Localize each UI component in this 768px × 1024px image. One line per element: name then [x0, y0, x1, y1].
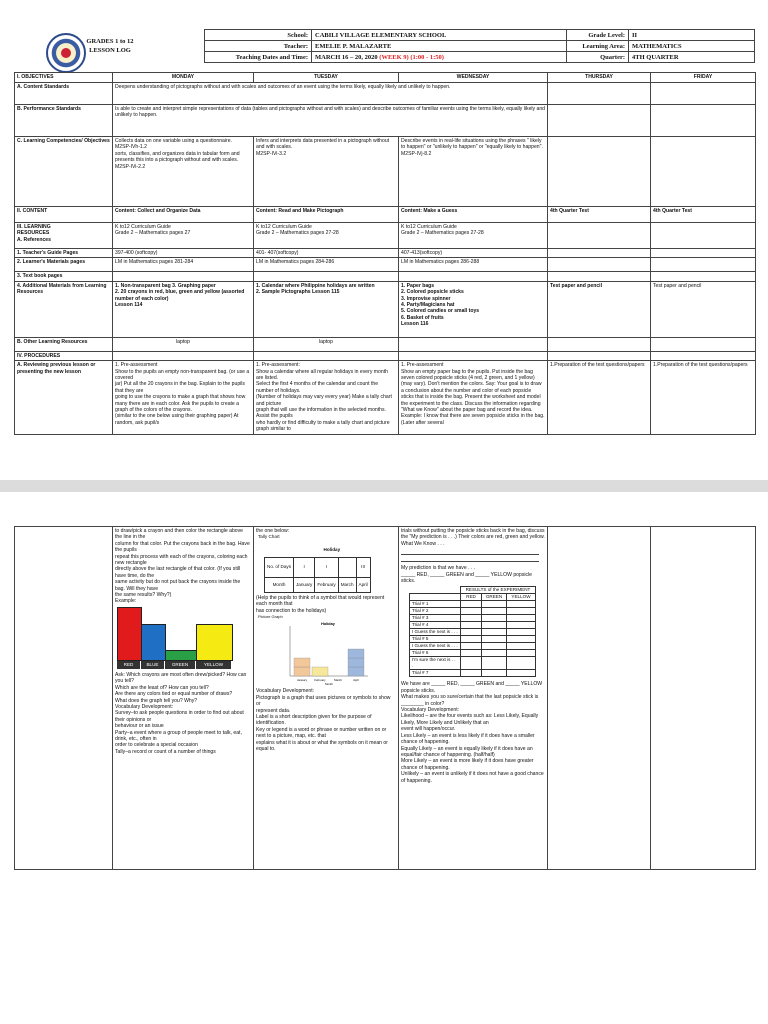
- school-value: CABILI VILLAGE ELEMENTARY SCHOOL: [312, 30, 567, 41]
- row-label-learning-resources: III. LEARNING RESOURCES A. References: [15, 223, 113, 249]
- resources-monday: K to12 Curriculum Guide Grade 2 – Mathematics pages 27: [113, 223, 254, 249]
- results-row-label: Trial # 4: [410, 622, 461, 629]
- results-row-label: Trial # 3: [410, 615, 461, 622]
- quarter-label: Quarter:: [567, 52, 629, 63]
- resources-wednesday: K to12 Curriculum Guide Grade 2 – Mathematics pages 27-28: [399, 223, 548, 249]
- other-tuesday: laptop: [254, 337, 399, 351]
- grade-level-label: Grade Level:: [567, 30, 629, 41]
- reviewing-thursday: 1.Preparation of the test questions/papers: [548, 361, 651, 434]
- results-col-red: RED: [461, 594, 482, 601]
- additional-wednesday: 1. Paper bags 2. Colored popsicle sticks 3. Improvise spinner 4. Party/Magicians hat 5. Colored candies or small toys 6. Basket of fruits Lesson 116: [399, 281, 548, 337]
- additional-monday: 1. Non-transparent bag 3. Graphing paper 2. 20 crayons in red, blue, green and yellow (assorted number of each color) Lesson 114: [113, 281, 254, 337]
- bar-label-blue: BLUE: [141, 661, 164, 669]
- content-wednesday: Content: Make a Guess: [399, 207, 548, 223]
- col-monday: MONDAY: [113, 73, 254, 83]
- tally-month-mar: March: [338, 577, 356, 592]
- results-col-yellow: YELLOW: [507, 594, 536, 601]
- continued-wednesday: [399, 527, 548, 870]
- tally-chart: [264, 543, 371, 593]
- tally-month-apr: April: [356, 577, 370, 592]
- tally-apr: III: [356, 557, 370, 577]
- learners-materials-tuesday: LM in Mathematics pages 284-286: [254, 258, 399, 272]
- tally-month-jan: January: [294, 577, 315, 592]
- results-row-label: I Guess the next is . . .: [410, 629, 461, 636]
- continued-tuesday: [254, 527, 399, 870]
- tally-jan: I: [294, 557, 315, 577]
- teachers-guide-monday: 397-400 (softcopy): [113, 249, 254, 258]
- resources-tuesday: K to12 Curriculum Guide Grade 2 – Mathematics pages 27-28: [254, 223, 399, 249]
- tally-feb: I: [315, 557, 338, 577]
- teachers-guide-wednesday: 407-413(softcopy): [399, 249, 548, 258]
- learning-area-value: MATHEMATICS: [629, 41, 755, 52]
- col-tuesday: TUESDAY: [254, 73, 399, 83]
- lesson-log-table: [14, 72, 756, 435]
- row-label-content-standards: A. Content Standards: [15, 83, 113, 105]
- content-thursday: 4th Quarter Test: [548, 207, 651, 223]
- monday-activity-text: to draw/pick a crayon and then color the rectangle above the line in the column for that color. Put the crayons back in the bag. Have the pupils repeat this process with each of the crayons, coloring each new rectangle directly above the last rectangle of that color. (If you still have time, do the same activity but do not put back the crayons inside the bag. Will they have the same results? Why?) Example:: [115, 528, 250, 605]
- bar-red: [117, 607, 142, 661]
- pg-month-apr: April: [353, 678, 359, 683]
- picture-graph-title: Picture Graph: [258, 614, 283, 620]
- pg-symbol-april: [348, 658, 364, 667]
- row-label-performance-standards: B. Performance Standards: [15, 105, 113, 137]
- row-label-textbook: 3. Text book pages: [15, 272, 113, 281]
- content-friday: 4th Quarter Test: [651, 207, 756, 223]
- tally-mar: [338, 557, 356, 577]
- results-row-label: I Guess the next is . . .: [410, 643, 461, 650]
- pg-month-jan: January: [297, 678, 307, 683]
- teacher-label: Teacher:: [205, 41, 312, 52]
- additional-tuesday: 1. Calendar where Philippine holidays are written 2. Sample Pictographs Lesson 115: [254, 281, 399, 337]
- tally-month-label: Month: [265, 577, 294, 592]
- row-label-additional-materials: 4. Additional Materials from Learning Resources: [15, 281, 113, 337]
- other-monday: laptop: [113, 337, 254, 351]
- tuesday-symbol-text: (Help the pupils to think of a symbol that would represent each month that has connection to the holidays): [256, 594, 385, 614]
- row-label-content: II. CONTENT: [15, 207, 113, 223]
- additional-thursday: Test paper and pencil: [548, 281, 651, 337]
- bar-label-yellow: YELLOW: [196, 661, 231, 669]
- crayon-bar-chart: [117, 607, 233, 669]
- competencies-tuesday: Infers and interprets data presented in a pictograph without and with scales. M2SP-IVi-3.2: [254, 137, 399, 207]
- teaching-dates-label: Teaching Dates and Time:: [205, 52, 312, 63]
- pg-symbol-april: [348, 649, 364, 658]
- reviewing-monday: 1. Pre-assessment Show to the pupils an empty non-transparent bag. (or use a covered jar) Put all the 20 crayons in the bag. Explain to the pupils that they are going to use the crayons to make a graph that shows how many there are in each color. Ask the pupils to create a graph of the colors of the crayons. (similar to the one below using their graphing paper) At random, ask pupil/s: [113, 361, 254, 434]
- bar-label-green: GREEN: [165, 661, 195, 669]
- row-label-teachers-guide: 1. Teacher's Guide Pages: [15, 249, 113, 258]
- results-title: RESULTS of the EXPERIMENT: [461, 587, 536, 594]
- grades-title: GRADES 1 to 12 LESSON LOG: [86, 38, 134, 54]
- teaching-dates-value: MARCH 16 – 20, 2020 (WEEK 9) (1:00 - 1:50): [312, 52, 567, 63]
- lesson-log-page-2: [0, 492, 768, 1024]
- reviewing-tuesday: 1. Pre-assessment: Show a calendar where all regular holidays in every month are listed. Select the first 4 months of the calendar and count the number of holidays. (Number of holidays may vary every year) Make a tally chart and picture graph that will use the information in the selected months. Assist the pupils who hardly or find difficulty to make a tally chart and picture graph similar to: [254, 361, 399, 434]
- tally-row-label: No. of Days: [265, 557, 294, 577]
- results-row-label: I'm sure the next is . . .: [410, 657, 461, 670]
- pg-symbol-april: [348, 667, 364, 676]
- bar-blue: [141, 624, 166, 661]
- results-row-label: Trial # 2: [410, 608, 461, 615]
- row-label-reviewing: A. Reviewing previous lesson or presenting the new lesson: [15, 361, 113, 434]
- bar-yellow: [196, 624, 233, 661]
- col-thursday: THURSDAY: [548, 73, 651, 83]
- picture-graph-heading: Holiday: [321, 622, 335, 627]
- teacher-value: EMELIE P. MALAZARTE: [312, 41, 567, 52]
- results-row-label: Trial # 5: [410, 636, 461, 643]
- results-experiment-table: [409, 586, 536, 677]
- tally-chart-title: Tally Chart: [258, 534, 280, 540]
- quarter-value: 4TH QUARTER: [629, 52, 755, 63]
- wednesday-prediction-text: My prediction is that we have . . . _____ RED, _____ GREEN and _____ YELLOW popsicle sticks.: [401, 565, 533, 585]
- results-row-label: Trial # 6: [410, 650, 461, 657]
- learners-materials-wednesday: LM in Mathematics pages 286-288: [399, 258, 548, 272]
- row-label-competencies: C. Learning Competencies/ Objectives: [15, 137, 113, 207]
- content-monday: Content: Collect and Organize Data: [113, 207, 254, 223]
- school-label: School:: [205, 30, 312, 41]
- pg-month-mar: March: [334, 678, 342, 683]
- bar-green: [165, 650, 197, 661]
- competencies-monday: Collects data on one variable using a questionnaire. M2SP-IVh-1.2 sorts, classifies, and organizes data in tabular form and presents this into a pictograph without and with scales. M2SP-IVi-2.2: [113, 137, 254, 207]
- header-info-table: [204, 29, 755, 63]
- col-friday: FRIDAY: [651, 73, 756, 83]
- content-standards-text: Deepens understanding of pictographs without and with scales and outcomes of an event using the terms likely, equally likely and unlikely to happen.: [113, 83, 548, 105]
- lesson-log-page-1: [0, 0, 768, 480]
- pg-xlabel: Month: [325, 682, 333, 687]
- performance-standards-text: Is able to create and interpret simple representations of data (tables and pictographs without and with scales) and describe outcomes of familiar events using the terms likely, equally likely and unlikely to happen.: [113, 105, 548, 137]
- tuesday-vocabulary-text: Vocabulary Development: Pictograph is a graph that uses pictures or symbols to show or represent data. Label is a short description given for the purpose of identification. Key or legend is a word or phrase or number written on or next to a picture, map, etc. that explains what it is about or what the symbols on it mean or equal to.: [256, 688, 391, 753]
- competencies-wednesday: Describe events in real-life situations using the phrases " likely to happen" or "unlikely to happen" or "equally likely to happen". M2SP-IVj-8.2: [399, 137, 548, 207]
- continued-monday: [113, 527, 254, 870]
- wednesday-trials-text: trials without putting the popsicle sticks back in the bag, discuss the "My prediction is . . .) Their colors are red, green and yellow. What We Know . . .: [401, 528, 545, 547]
- picture-graph: [276, 620, 372, 686]
- row-label-procedures: IV. PROCEDURES: [15, 351, 113, 360]
- col-objectives: I. OBJECTIVES: [15, 73, 113, 83]
- pg-symbol-february: [312, 667, 328, 676]
- monday-questions-text: Ask: Which crayons are most often drew/picked? How can you tell? Which are the least of? How can you tell? Are there any colors tied or equal number of draws? What does the graph tell you? Why? Vocabulary Development: Survey–to ask people questions in order to find out about their opinions or behaviour or an issue Party–a event where a group of people meet to talk, eat, drink, etc., often in order to celebrate a special occasion Tally–a record or count of a number of things: [115, 671, 247, 755]
- row-label-learners-materials: 2. Learner's Materials pages: [15, 258, 113, 272]
- results-row-label: Trial # 1: [410, 601, 461, 608]
- learning-area-label: Learning Area:: [567, 41, 629, 52]
- reviewing-wednesday: 1. Pre-assessment Show an empty paper bag to the pupils. Put inside the bag seven colored popsicle sticks (4 red, 2 green, and 1 yellow) (may vary). Don't mention the colors. Say: Your goal is to draw a conclusion about the number and color of each popsicle sticks that is inside the bag. Present the worksheet and model the experiment to the class. Discuss the information regarding "What we Know" about the paper bag and record the idea. Example: I know that there are seven popsicle sticks in the bag. (Later after several: [399, 361, 548, 434]
- col-wednesday: WEDNESDAY: [399, 73, 548, 83]
- tuesday-intro-text: the one below:: [256, 528, 290, 534]
- bar-label-red: RED: [117, 661, 140, 669]
- week-time-value: (WEEK 9) (1:00 - 1:50): [379, 53, 444, 61]
- additional-friday: Test paper and pencil: [651, 281, 756, 337]
- lesson-log-table-continued: [14, 526, 756, 870]
- learners-materials-monday: LM in Mathematics pages 281-284: [113, 258, 254, 272]
- pg-month-feb: February: [314, 678, 326, 683]
- pg-symbol-january: [294, 658, 310, 667]
- deped-seal-logo: [46, 33, 86, 73]
- grade-level-value: II: [629, 30, 755, 41]
- wednesday-vocabulary-text: We have are _____ RED, _____ GREEN and _____ YELLOW popsicle sticks. What makes you so sure/certain that the last popsicle stick is ________ in color? Vocabulary Development: Likelihood – are the four events such as: Less Likely, Equally Likely, More Likely and Unlikely that an event will happen/occur. Less Likely – an event is less likely if it does have a smaller chance of happening. Equally Likely – an event is equally likely if it does have an equal/fair chance of happening. (half/half) More Likely – an event is more likely if it does have greater chance of happening. Unlikely – an event is unlikely if it does not have a good chance of happening.: [401, 681, 544, 784]
- teachers-guide-tuesday: 401- 407(softcopy): [254, 249, 399, 258]
- content-tuesday: Content: Read and Make Pictograph: [254, 207, 399, 223]
- row-label-other-resources: B. Other Learning Resources: [15, 337, 113, 351]
- pg-symbol-january: [294, 667, 310, 676]
- results-row-label: Trial # 7: [410, 670, 461, 677]
- reviewing-friday: 1.Preparation of the test questions/papers: [651, 361, 756, 434]
- results-col-green: GREEN: [482, 594, 507, 601]
- tally-heading: Holiday: [323, 546, 341, 552]
- tally-month-feb: February: [315, 577, 338, 592]
